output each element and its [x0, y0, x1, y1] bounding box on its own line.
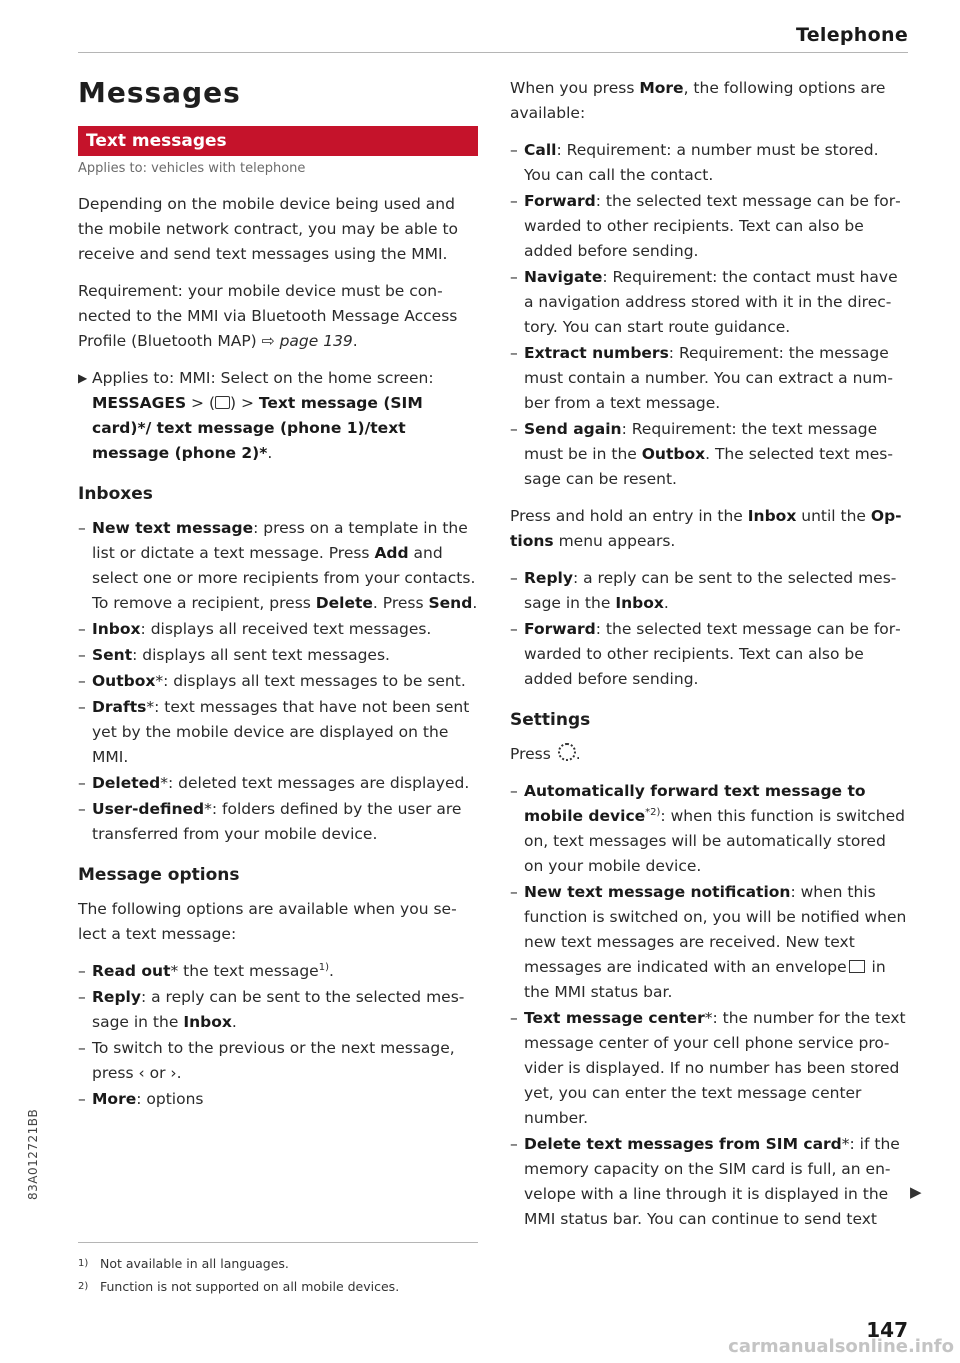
header-rule [78, 52, 908, 53]
options-list [78, 959, 478, 1112]
options-intro: The following options are available when you select a text message: [78, 900, 457, 943]
list-item: – Outbox*: displays all text messages to be sent. [78, 672, 466, 690]
page-link[interactable]: page 139 [279, 332, 353, 350]
list-item: – Extract numbers: Requirement: the message must contain a number. You can extract a number from a text message. [510, 344, 893, 412]
list-item: – Text message center*: the number for the text message center of your cell phone service provider is displayed. If no number has been stored yet, you can enter the text message center number. [510, 1009, 906, 1127]
more-intro: When you press More, the following options are available: [510, 79, 886, 122]
hold-options-list [510, 566, 910, 692]
list-item: – Deleted*: deleted text messages are displayed. [78, 774, 470, 792]
list-item: – Send again: Requirement: the text message must be in the Outbox. The selected text message can be resent. [510, 420, 893, 488]
envelope-icon [849, 960, 865, 973]
list-item: – Navigate: Requirement: the contact must have a navigation address stored with it in the directory. You can start route guidance. [510, 268, 898, 336]
list-item: – Reply: a reply can be sent to the selected message in the Inbox. [510, 569, 897, 612]
watermark: carmanualsonline.info [728, 1336, 954, 1357]
list-item: – Drafts*: text messages that have not been sent yet by the mobile device are displayed on the MMI. [78, 698, 470, 766]
step-instruction: ▶ Applies to: MMI: Select on the home screen: MESSAGES > ( ) > Text message (SIM card)*/ text message (phone 1)/text message (phone 2)*. [78, 366, 478, 466]
hold-paragraph: Press and hold an entry in the Inbox until the Options menu appears. [510, 507, 902, 550]
page-number: 147 [866, 1318, 908, 1342]
message-icon [215, 396, 230, 409]
list-item: – Delete text messages from SIM card*: if the memory capacity on the SIM card is full, an envelope with a line through it is displayed in the MMI status bar. You can continue to send text [510, 1135, 900, 1228]
more-options-list [510, 138, 910, 492]
list-item: – More: options [78, 1090, 204, 1108]
left-column [78, 70, 478, 1124]
settings-heading: Settings [510, 710, 591, 730]
requirement-paragraph: Requirement: your mobile device must be connected to the MMI via Bluetooth Message Access Profile (Bluetooth MAP) ⇨ page 139. [78, 282, 458, 350]
page-title: Messages [78, 76, 241, 109]
list-item: – Read out* the text message$^{1)}$. [78, 961, 334, 980]
list-item: – Forward: the selected text message can be forwarded to other recipients. Text can also be added before sending. [510, 620, 901, 688]
list-item: – Sent: displays all sent text messages. [78, 646, 390, 664]
list-item: – To switch to the previous or the next message, press ‹ or ›. [78, 1039, 455, 1082]
list-item: – New text message notification: when this function is switched on, you will be notified when new text messages are received. New text messages are indicated with an envelope in the MMI status bar. [510, 883, 907, 1001]
settings-list [510, 779, 910, 1232]
list-item: – Inbox: displays all received text messages. [78, 620, 432, 638]
applies-note: Applies to: vehicles with telephone [78, 161, 306, 176]
inboxes-list [78, 516, 478, 847]
footnote-rule [78, 1242, 478, 1243]
intro-paragraph: Depending on the mobile device being used and the mobile network contract, you may be able to receive and send text messages using the MMI. [78, 195, 459, 263]
document-code: 83A012721BB [26, 1108, 40, 1200]
list-item: – Forward: the selected text message can be forwarded to other recipients. Text can also be added before sending. [510, 192, 901, 260]
footnotes [78, 1252, 478, 1298]
footnote: 1) Not available in all languages. [78, 1256, 289, 1271]
running-head: Telephone [795, 24, 908, 46]
section-heading-bar: Text messages [78, 126, 478, 156]
footnote: 2) Function is not supported on all mobile devices. [78, 1279, 400, 1294]
gear-icon [558, 743, 576, 761]
press-settings: Press . [510, 745, 581, 763]
step-arrow-icon: ▶ [78, 371, 88, 385]
list-item: – Automatically forward text message to mobile device$^{*2)}$: when this function is switched on, text messages will be automatically stored on your mobile device. [510, 782, 905, 875]
inboxes-heading: Inboxes [78, 484, 153, 504]
list-item: – User-defined*: folders defined by the user are transferred from your mobile device. [78, 800, 462, 843]
list-item: – Reply: a reply can be sent to the selected message in the Inbox. [78, 988, 465, 1031]
list-item: – Call: Requirement: a number must be stored. You can call the contact. [510, 141, 879, 184]
right-column [510, 76, 910, 1244]
list-item: – New text message: press on a template in the list or dictate a text message. Press Add and select one or more recipients from your contacts. To remove a recipient, press Delete. Press Send. [78, 519, 478, 612]
message-options-heading: Message options [78, 865, 240, 885]
continue-arrow-icon: ▶ [910, 1183, 922, 1201]
